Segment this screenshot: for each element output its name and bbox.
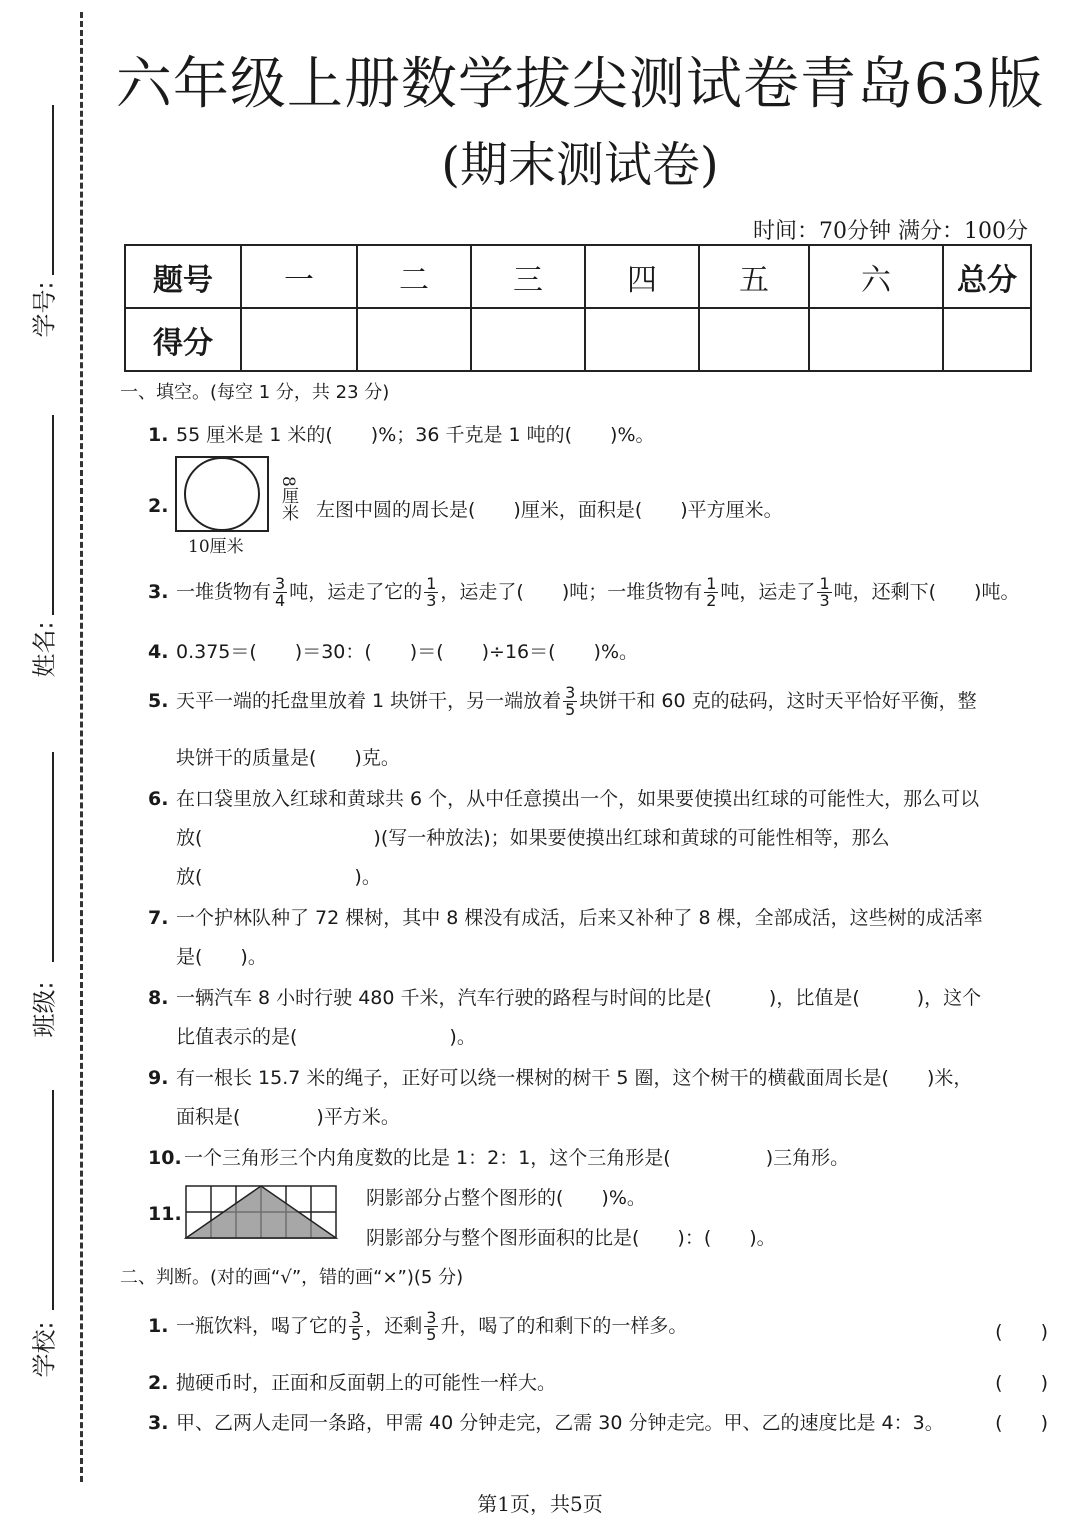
fraction — [563, 685, 577, 718]
denominator: 3 — [426, 591, 437, 610]
question-text: 0.375＝( )＝30：( )＝( )÷16＝( )%。 — [176, 641, 639, 663]
fraction — [704, 576, 718, 609]
denominator: 4 — [275, 591, 286, 610]
answer-parentheses[interactable]: ( ) — [995, 1372, 1048, 1394]
question-11 — [148, 1203, 182, 1225]
score-header-cell: 五 — [699, 245, 809, 308]
numerator: 3 — [565, 683, 576, 702]
name-label: 姓名: — [30, 621, 59, 678]
question-5 — [148, 685, 977, 718]
text-segment: ，还剩 — [365, 1315, 423, 1337]
page-title: 六年级上册数学拔尖测试卷青岛63版 — [115, 52, 1045, 117]
class-line — [52, 752, 54, 962]
judge-question-2 — [148, 1368, 556, 1395]
score-header-cell: 总分 — [943, 245, 1031, 308]
question-6-line2: 放( )(写一种放法)；如果要使摸出红球和黄球的可能性相等，那么 — [176, 827, 890, 849]
text-segment: 块饼干和 60 克的砝码，这时天平恰好平衡，整 — [579, 690, 977, 712]
score-header-row — [125, 245, 1031, 308]
score-header-cell: 六 — [809, 245, 943, 308]
text-segment: 升，喝了的和剩下的一样多。 — [440, 1315, 688, 1337]
question-5-line2: 块饼干的质量是( )克。 — [176, 747, 400, 769]
question-number: 2. — [148, 495, 169, 517]
score-input-cell[interactable] — [585, 308, 699, 371]
fraction — [424, 1310, 438, 1343]
score-input-cell[interactable] — [357, 308, 471, 371]
page-subtitle: (期末测试卷) — [441, 137, 719, 193]
score-input-cell[interactable] — [943, 308, 1031, 371]
question-number: 1. — [148, 424, 169, 446]
score-header-cell: 一 — [241, 245, 357, 308]
denominator: 5 — [565, 700, 576, 719]
question-text: 甲、乙两人走同一条路，甲需 40 分钟走完，乙需 30 分钟走完。甲、乙的速度比是 4：3。 — [176, 1412, 944, 1434]
score-input-cell[interactable] — [699, 308, 809, 371]
question-number: 8. — [148, 987, 169, 1009]
question-number: 4. — [148, 641, 169, 663]
question-text: 55 厘米是 1 米的( )%；36 千克是 1 吨的( )%。 — [176, 424, 655, 446]
question-8-line2: 比值表示的是( )。 — [176, 1026, 476, 1048]
question-number: 11. — [148, 1203, 182, 1225]
denominator: 3 — [819, 591, 830, 610]
fraction — [349, 1310, 363, 1343]
score-header-cell: 三 — [471, 245, 585, 308]
time-info: 时间：70分钟 满分：100分 — [753, 219, 1028, 244]
judge-question-3 — [148, 1408, 944, 1435]
question-number: 3. — [148, 1412, 169, 1434]
denominator: 5 — [426, 1325, 437, 1344]
denominator: 5 — [351, 1325, 362, 1344]
question-text: 一个三角形三个内角度数的比是 1：2：1，这个三角形是( )三角形。 — [184, 1147, 850, 1169]
text-segment: 一瓶饮料，喝了它的 — [176, 1315, 348, 1337]
question-9-line2: 面积是( )平方米。 — [176, 1106, 400, 1128]
question-9 — [148, 1063, 972, 1090]
numerator: 1 — [819, 574, 830, 593]
student-id-label: 学号: — [30, 281, 59, 338]
binding-dashed-line — [80, 12, 83, 1482]
question-text: 在口袋里放入红球和黄球共 6 个，从中任意摸出一个，如果要使摸出红球的可能性大，那么可以 — [176, 788, 980, 810]
fraction — [817, 576, 831, 609]
question-number: 2. — [148, 1372, 169, 1394]
question-7 — [148, 903, 983, 930]
denominator: 2 — [706, 591, 717, 610]
question-number: 3. — [148, 581, 169, 603]
question-number: 6. — [148, 788, 169, 810]
text-segment: 吨，运走了它的 — [289, 581, 423, 603]
school-line — [52, 1090, 54, 1310]
question-text: 抛硬币时，正面和反面朝上的可能性一样大。 — [176, 1372, 557, 1394]
question-number: 10. — [148, 1147, 182, 1169]
numerator: 3 — [275, 574, 286, 593]
score-input-cell[interactable] — [471, 308, 585, 371]
fraction — [273, 576, 287, 609]
question-number: 5. — [148, 690, 169, 712]
text-segment: ，运走了( )吨；一堆货物有 — [440, 581, 703, 603]
score-row-label: 得分 — [125, 308, 241, 371]
text-segment: 天平一端的托盘里放着 1 块饼干，另一端放着 — [176, 690, 562, 712]
text-segment: 吨，运走了 — [720, 581, 816, 603]
question-number: 7. — [148, 907, 169, 929]
numerator: 1 — [706, 574, 717, 593]
question-10 — [148, 1143, 849, 1170]
class-label: 班级: — [30, 981, 59, 1038]
score-header-cell: 二 — [357, 245, 471, 308]
figure-width-label: 10厘米 — [188, 537, 244, 557]
name-line — [52, 415, 54, 615]
question-text: 一辆汽车 8 小时行驶 480 千米，汽车行驶的路程与时间的比是( )，比值是( )，这个 — [176, 987, 982, 1009]
page-footer: 第1页，共5页 — [477, 1492, 603, 1516]
question-8 — [148, 983, 981, 1010]
school-label: 学校: — [30, 1321, 59, 1378]
question-text: 一个护林队种了 72 棵树，其中 8 棵没有成活，后来又补种了 8 棵，全部成活，这些树的成活率 — [176, 907, 983, 929]
section1-title: 一、填空。(每空 1 分，共 23 分) — [120, 382, 390, 403]
score-input-cell[interactable] — [241, 308, 357, 371]
text-segment: 吨，还剩下( )吨。 — [833, 581, 1020, 603]
question-11-line1: 阴影部分占整个图形的( )%。 — [366, 1187, 646, 1209]
score-value-row — [125, 308, 1031, 371]
numerator: 3 — [351, 1308, 362, 1327]
score-header-cell: 四 — [585, 245, 699, 308]
score-header-cell: 题号 — [125, 245, 241, 308]
answer-parentheses[interactable]: ( ) — [995, 1321, 1048, 1343]
question-2-text: 左图中圆的周长是( )厘米，面积是( )平方厘米。 — [316, 499, 783, 521]
shaded-triangle-grid — [184, 1184, 344, 1244]
text-segment: 一堆货物有 — [176, 581, 272, 603]
question-3 — [148, 576, 1019, 609]
question-number: 9. — [148, 1067, 169, 1089]
question-6 — [148, 784, 979, 811]
score-table — [124, 244, 1032, 372]
question-4 — [148, 637, 638, 664]
question-number: 1. — [148, 1315, 169, 1337]
section2-title: 二、判断。(对的画“√”，错的画“×”)(5 分) — [120, 1267, 464, 1288]
answer-parentheses[interactable]: ( ) — [995, 1412, 1048, 1434]
question-1 — [148, 420, 655, 447]
question-7-line2: 是( )。 — [176, 946, 267, 968]
fraction — [424, 576, 438, 609]
score-input-cell[interactable] — [809, 308, 943, 371]
numerator: 1 — [426, 574, 437, 593]
judge-question-1 — [148, 1310, 687, 1343]
question-11-line2: 阴影部分与整个图形面积的比是( )：( )。 — [366, 1227, 776, 1249]
numerator: 3 — [426, 1308, 437, 1327]
figure-height-label: 8厘米 — [278, 476, 298, 521]
question-6-line3: 放( )。 — [176, 866, 381, 888]
question-text: 有一根长 15.7 米的绳子，正好可以绕一棵树的树干 5 圈，这个树干的横截面周长是( )米， — [176, 1067, 973, 1089]
